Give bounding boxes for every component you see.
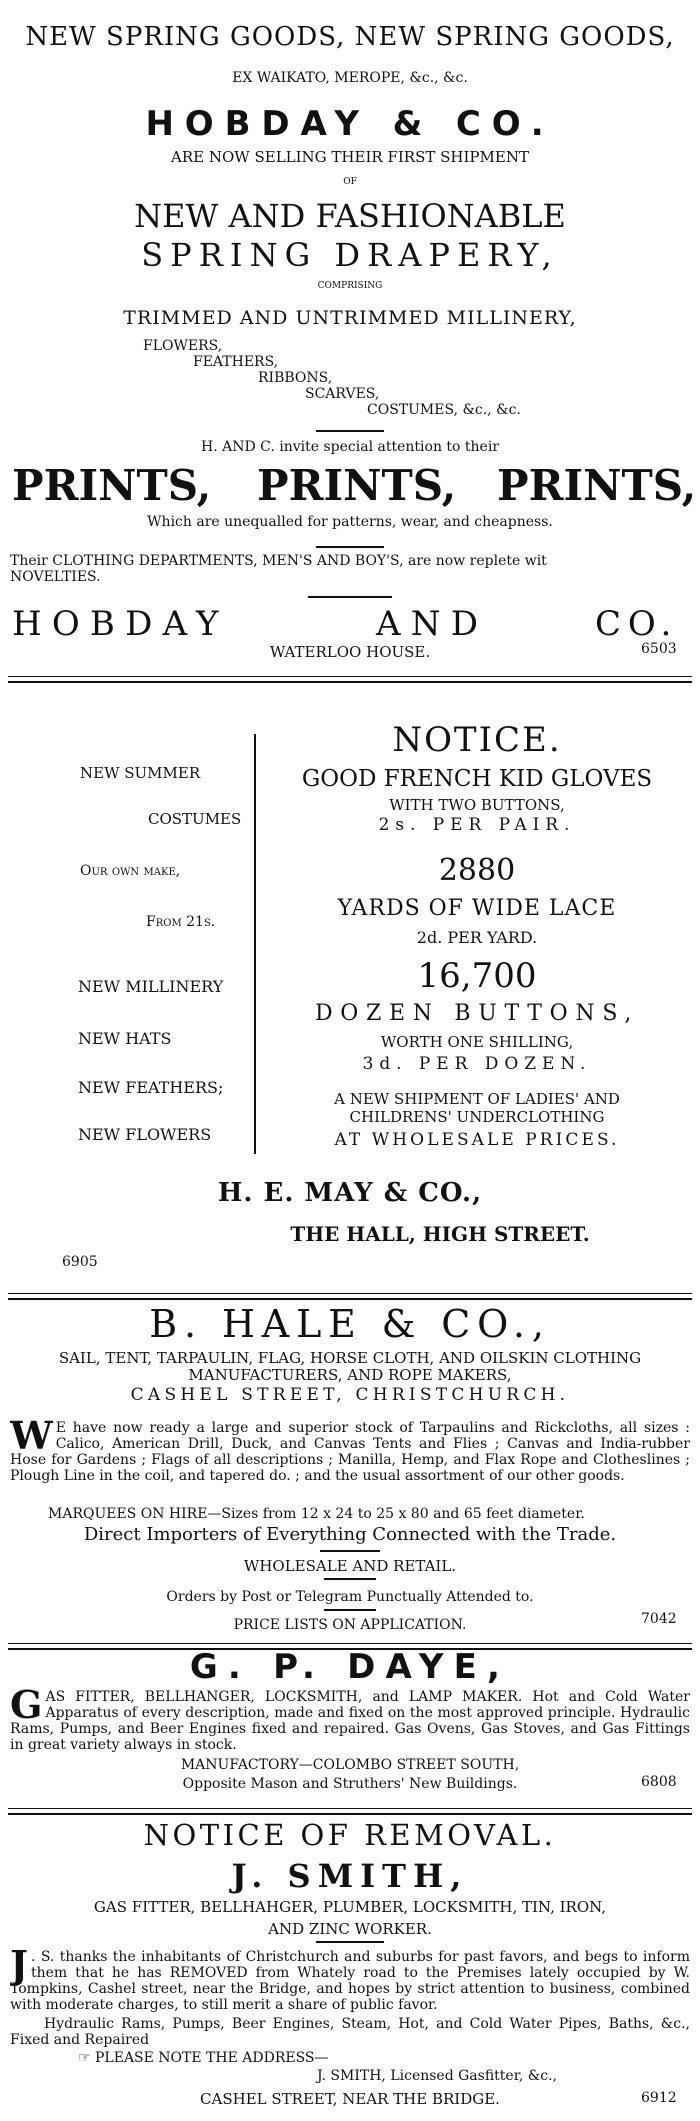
ad2-left-new-flowers: NEW FLOWERS [78, 1125, 212, 1144]
ad1-prints-2: PRINTS, [257, 461, 457, 510]
ad3-short-rule-2 [324, 1578, 376, 1580]
ad5-address: CASHEL STREET, NEAR THE BRIDGE. [200, 2090, 500, 2108]
ad2-left-new-summer: NEW SUMMER [80, 764, 201, 782]
ad5-firm: J. SMITH, [231, 1857, 469, 1895]
ad1-item-costumes: COSTUMES, &c., &c. [367, 402, 521, 418]
ad1-footer-co: CO. [595, 604, 679, 644]
ad4-paragraph-text: AS FITTER, BELLHANGER, LOCKSMITH, and LAMP MAKER. Hot and Cold Water Apparatus of every description, made and fixed on the most approved principle. Hydraulic Rams, Pumps, and Beer Engines fixed and repaired. Gas Ovens, Gas Stoves, and Gas Fittings in great variety always in stock. [10, 1689, 690, 1753]
ad2-gloves-price: 2s. PER PAIR. [378, 815, 576, 835]
ad4-drop-cap: G [10, 1689, 43, 1727]
ad2-code: 6905 [62, 1254, 98, 1270]
ad2-lace: YARDS OF WIDE LACE [337, 896, 617, 921]
ad1-footer-hobday: HOBDAY [12, 604, 229, 644]
ad5-trades2: AND ZINC WORKER. [268, 1920, 432, 1938]
ad3-street: CASHEL STREET, CHRISTCHURCH. [130, 1385, 570, 1405]
ad1-header: NEW SPRING GOODS, NEW SPRING GOODS, [25, 22, 675, 52]
ad3-orders: Orders by Post or Telegram Punctually Attended to. [166, 1589, 534, 1605]
ad2-shipment-1: A NEW SHIPMENT OF LADIES' AND [334, 1090, 620, 1108]
ad4-opposite: Opposite Mason and Struthers' New Buildings. [182, 1776, 518, 1792]
ad1-prints-1: PRINTS, [12, 461, 212, 510]
ad3-importers: Direct Importers of Everything Connected with the Trade. [83, 1524, 617, 1545]
ad2-buttons-price: 3d. PER DOZEN. [362, 1054, 592, 1074]
ad3-code: 7042 [641, 1611, 677, 1627]
ad4-bottom-rule [8, 1808, 692, 1815]
ad1-prints-3: PRINTS, [497, 461, 697, 510]
ad3-short-rule-3 [324, 1609, 376, 1611]
ad3-line2: MANUFACTURERS, AND ROPE MAKERS, [188, 1366, 512, 1384]
ad1-firm-name: HOBDAY & CO. [145, 104, 555, 144]
ad1-of: OF [343, 177, 357, 187]
ad2-n16700: 16,700 [417, 956, 537, 996]
ad1-comprising: COMPRISING [317, 281, 383, 291]
ad2-bottom-rule [8, 1293, 692, 1300]
ad2-dozen-buttons: DOZEN BUTTONS, [314, 1001, 640, 1026]
ad3-marquees: MARQUEES ON HIRE—Sizes from 12 x 24 to 25 x 80 and 65 feet diameter. [48, 1506, 585, 1522]
ad1-selling: ARE NOW SELLING THEIR FIRST SHIPMENT [171, 148, 529, 166]
ad1-ex-ships: EX WAIKATO, MEROPE, &c., &c. [232, 70, 468, 86]
ad3-firm: B. HALE & CO., [149, 1302, 551, 1346]
ad3-price-lists: PRICE LISTS ON APPLICATION. [233, 1617, 467, 1633]
ad5-hydraulic: Hydraulic Rams, Pumps, Beer Engines, Steam, Hot, and Cold Water Pipes, Baths, &c., Fixed and Repaired [10, 2016, 690, 2048]
ad2-gloves: GOOD FRENCH KID GLOVES [301, 766, 653, 792]
ad5-notice: NOTICE OF REMOVAL. [143, 1818, 557, 1852]
ad1-item-scarves: SCARVES, [305, 386, 380, 402]
ad1-short-rule-3 [308, 596, 392, 598]
ad2-left-costumes: COSTUMES [148, 810, 242, 828]
ad1-short-rule-2 [316, 546, 384, 548]
ad5-paragraph-text: . S. thanks the inhabitants of Christchurch and suburbs for past favors, and begs to inform them that he has REMOVED from Whately road to the Premises lately occupied by W. Tompkins, Cashel street, near the Bridge, and hopes by strict attention to business, combined with moderate charges, to still merit a share of public favor. [10, 1949, 690, 2013]
ad1-item-ribbons: RIBBONS, [258, 370, 333, 386]
ad1-item-feathers: FEATHERS, [193, 354, 279, 370]
ad4-manufactory: MANUFACTORY—COLOMBO STREET SOUTH, [180, 1757, 520, 1773]
ad1-clothing-line2: NOVELTIES. [10, 569, 101, 585]
ad2-two-buttons: WITH TWO BUTTONS, [389, 796, 565, 814]
ad3-drop-cap: W [10, 1420, 53, 1458]
ad3-paragraph-text: E have now ready a large and superior stock of Tarpaulins and Rickcloths, all sizes : Calico, American Drill, Duck, and Canvas Tents and Flies ; Canvas and India-rubber Hose for Gardens ; Flags of all descriptions ; Manilla, Hemp, and Flax Rope and Clotheslines ; Plough Line in the coil, and tapered do. ; and the usual assortment of our other goods. [10, 1420, 690, 1484]
ad1-footer-and: AND [376, 604, 489, 644]
ad1-waterloo: WATERLOO HOUSE. [269, 643, 431, 661]
ad3-short-rule-1 [320, 1550, 380, 1552]
ad3-line1: SAIL, TENT, TARPAULIN, FLAG, HORSE CLOTH, AND OILSKIN CLOTHING [58, 1349, 642, 1367]
ad5-please-note: ☞ PLEASE NOTE THE ADDRESS— [78, 2050, 329, 2066]
ad2-worth: WORTH ONE SHILLING, [380, 1033, 574, 1051]
ad1-spring-drapery: SPRING DRAPERY, [141, 236, 559, 274]
ad5-trades1: GAS FITTER, BELLHAHGER, PLUMBER, LOCKSMITH, TIN, IRON, [93, 1898, 607, 1916]
ad1-millinery: TRIMMED AND UNTRIMMED MILLINERY, [123, 307, 577, 329]
ad1-new-fashionable: NEW AND FASHIONABLE [134, 197, 566, 235]
ad4-paragraph [10, 1689, 690, 1755]
ad3-paragraph [10, 1420, 690, 1506]
ad2-brace [254, 734, 256, 1154]
ad5-licensed: J. SMITH, Licensed Gasfitter, &c., [317, 2068, 557, 2084]
ad2-address: THE HALL, HIGH STREET. [290, 1222, 590, 1246]
ad2-left-new-hats: NEW HATS [78, 1029, 172, 1048]
ad1-bottom-rule [8, 676, 692, 683]
ad5-drop-cap: J [10, 1949, 28, 1987]
ad2-lace-price: 2d. PER YARD. [416, 928, 538, 947]
ad4-code: 6808 [641, 1774, 677, 1790]
ad2-left-new-feathers: NEW FEATHERS; [78, 1078, 224, 1097]
ad1-code: 6503 [641, 641, 677, 657]
ad2-shipment-2: CHILDRENS' UNDERCLOTHING [349, 1108, 605, 1126]
ad2-notice: NOTICE. [392, 720, 562, 760]
ad1-unequalled: Which are unequalled for patterns, wear, and cheapness. [147, 514, 553, 530]
ad2-left-new-millinery: NEW MILLINERY [78, 977, 224, 996]
ad5-short-rule-1 [316, 1941, 384, 1943]
ad3-wholesale: WHOLESALE AND RETAIL. [243, 1557, 457, 1575]
ad1-invite: H. AND C. invite special attention to their [200, 439, 500, 455]
ad2-left-own-make: Our own make, [80, 863, 181, 879]
ad2-wholesale: AT WHOLESALE PRICES. [334, 1130, 620, 1150]
ad1-clothing-line1: Their CLOTHING DEPARTMENTS, MEN'S AND BOY'S, are now replete wit [10, 553, 547, 569]
ad4-firm: G. P. DAYE, [189, 1647, 511, 1687]
ad5-paragraph [10, 1949, 690, 2015]
ad5-code: 6912 [641, 2090, 677, 2106]
ad2-left-from: From 21s. [146, 914, 216, 930]
ad1-item-flowers: FLOWERS, [143, 338, 223, 354]
ad1-short-rule-1 [316, 430, 384, 432]
ad2-firm: H. E. MAY & CO., [217, 1178, 483, 1208]
ad2-n2880: 2880 [438, 853, 516, 888]
